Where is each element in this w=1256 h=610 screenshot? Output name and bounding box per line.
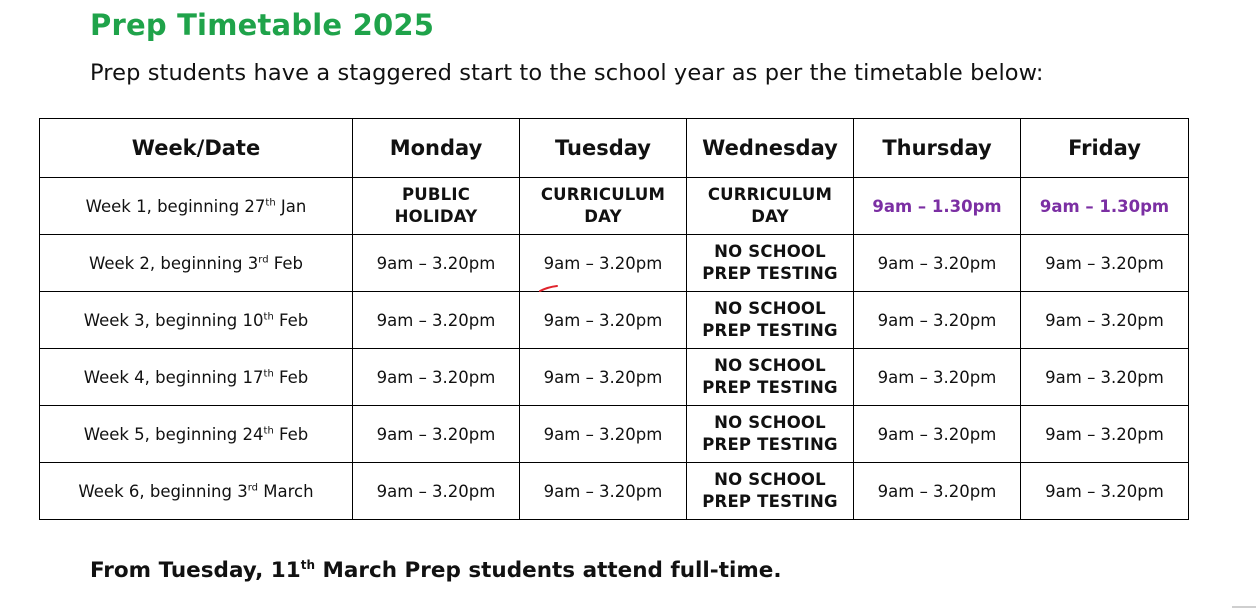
day-note-cell [687,406,854,463]
cell-line: PREP TESTING [702,321,838,340]
column-header: Thursday [854,119,1021,178]
cell-line: NO SCHOOL [714,299,826,318]
session-time-cell: 9am – 3.20pm [854,349,1021,406]
session-time-cell: 9am – 3.20pm [353,349,520,406]
prep-timetable [39,118,1189,520]
week-date-cell [40,406,353,463]
day-note-cell [520,178,687,235]
week-date-cell [40,292,353,349]
week-date-cell [40,235,353,292]
table-row [40,349,1189,406]
table-row [40,463,1189,520]
week-ordinal: rd [258,254,269,265]
corner-divider [1232,606,1256,608]
week-month: Jan [275,196,307,216]
column-header: Tuesday [520,119,687,178]
week-date-cell [40,178,353,235]
red-pen-mark [538,284,560,294]
footer-ordinal: th [300,557,315,572]
header-row [40,119,1189,178]
session-time-cell: 9am – 3.20pm [854,292,1021,349]
session-time-cell: 9am – 3.20pm [1021,292,1189,349]
week-ordinal: th [265,197,276,208]
day-note-cell [687,292,854,349]
week-month: Feb [273,424,309,444]
full-time-note [90,558,782,583]
week-label: Week 1, beginning 27 [85,196,266,216]
week-label: Week 6, beginning 3 [78,481,248,501]
table-row [40,235,1189,292]
table-body [40,178,1189,520]
week-date-cell [40,349,353,406]
week-ordinal: th [263,368,274,379]
session-time-cell: 9am – 3.20pm [1021,235,1189,292]
week-label: Week 3, beginning 10 [83,310,264,330]
week-ordinal: rd [247,482,259,493]
column-header: Wednesday [687,119,854,178]
session-time-cell: 9am – 3.20pm [520,463,687,520]
cell-line: PREP TESTING [702,264,838,283]
cell-line: DAY [584,207,622,226]
cell-line: PUBLIC [401,185,471,204]
day-note-cell [687,178,854,235]
day-note-cell [687,235,854,292]
session-time-cell: 9am – 1.30pm [854,178,1021,235]
day-note-cell [687,463,854,520]
session-time-cell: 9am – 3.20pm [520,406,687,463]
cell-line: NO SCHOOL [714,356,826,375]
column-header: Friday [1021,119,1189,178]
table-row [40,178,1189,235]
week-label: Week 4, beginning 17 [83,367,264,387]
session-time-cell: 9am – 3.20pm [854,406,1021,463]
cell-line: PREP TESTING [702,435,838,454]
cell-line: PREP TESTING [702,492,838,511]
session-time-cell: 9am – 3.20pm [1021,463,1189,520]
session-time-cell: 9am – 3.20pm [1021,406,1189,463]
week-month: March [258,481,314,501]
cell-line: NO SCHOOL [714,413,826,432]
week-label: Week 2, beginning 3 [88,253,259,273]
week-month: Feb [268,253,304,273]
week-ordinal: th [263,425,274,436]
table-row [40,292,1189,349]
column-header: Week/Date [40,119,353,178]
page-title: Prep Timetable 2025 [90,8,435,42]
session-time-cell: 9am – 3.20pm [353,406,520,463]
session-time-cell: 9am – 3.20pm [520,235,687,292]
session-time-cell: 9am – 3.20pm [854,235,1021,292]
column-header: Monday [353,119,520,178]
week-month: Feb [273,310,309,330]
cell-line: PREP TESTING [702,378,838,397]
cell-line: HOLIDAY [394,207,478,226]
table-row [40,406,1189,463]
footer-prefix: From Tuesday, 11 [90,558,301,583]
week-date-cell [40,463,353,520]
day-note-cell [353,178,520,235]
week-ordinal: th [263,311,274,322]
cell-line: NO SCHOOL [714,242,826,261]
session-time-cell: 9am – 3.20pm [1021,349,1189,406]
cell-line: CURRICULUM [540,185,666,204]
cell-line: CURRICULUM [707,185,833,204]
footer-rest: March Prep students attend full-time. [315,558,782,583]
week-label: Week 5, beginning 24 [83,424,264,444]
cell-line: DAY [751,207,789,226]
cell-line: NO SCHOOL [714,470,826,489]
session-time-cell: 9am – 3.20pm [353,292,520,349]
session-time-cell: 9am – 3.20pm [353,235,520,292]
session-time-cell: 9am – 3.20pm [520,349,687,406]
session-time-cell: 9am – 3.20pm [520,292,687,349]
session-time-cell: 9am – 1.30pm [1021,178,1189,235]
session-time-cell: 9am – 3.20pm [854,463,1021,520]
week-month: Feb [273,367,309,387]
day-note-cell [687,349,854,406]
intro-text: Prep students have a staggered start to the school year as per the timetable below: [90,60,1044,86]
session-time-cell: 9am – 3.20pm [353,463,520,520]
